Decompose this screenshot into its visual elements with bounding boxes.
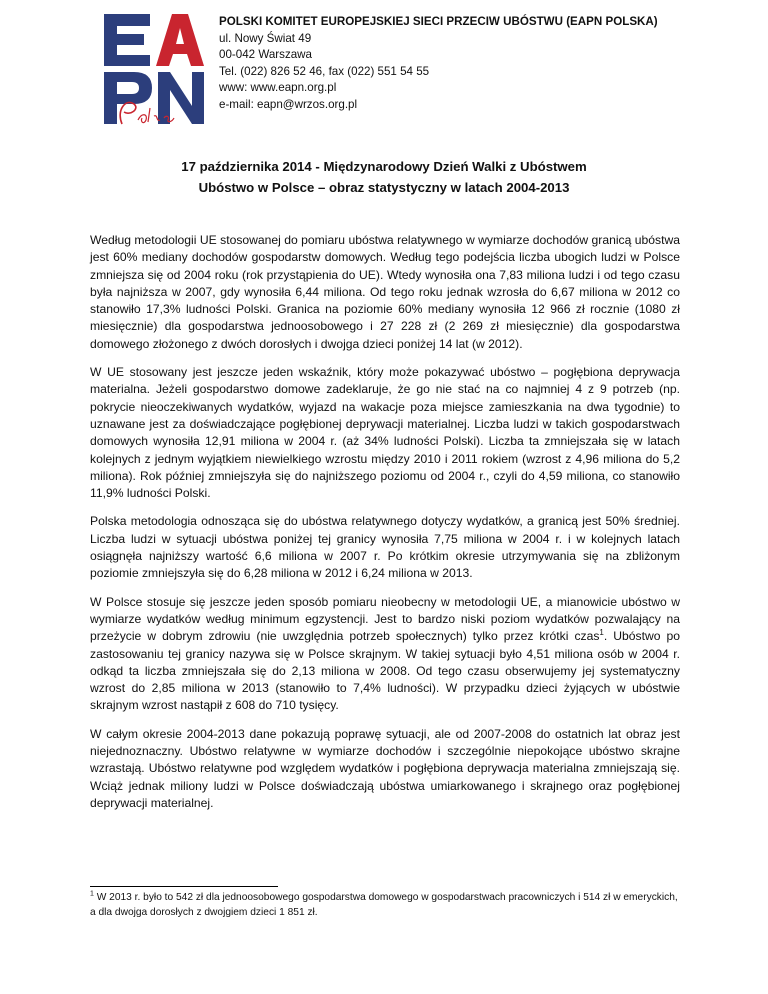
title-line-1: 17 października 2014 - Międzynarodowy Dzień Walki z Ubóstwem (181, 159, 587, 174)
organization-name: POLSKI KOMITET EUROPEJSKIEJ SIECI PRZECIW UBÓSTWU (EAPN POLSKA) (219, 15, 658, 28)
phone-fax: Tel. (022) 826 52 46, fax (022) 551 54 55 (219, 64, 430, 78)
title-line-2: Ubóstwo w Polsce – obraz statystyczny w latach 2004-2013 (198, 180, 570, 195)
footnote-reference[interactable]: 1 (599, 628, 604, 638)
document-body (90, 232, 680, 823)
document-title (80, 156, 688, 198)
footnote (90, 891, 680, 920)
footnote-text: W 2013 r. było to 542 zł dla jednoosobowego gospodarstwa domowego w gospodarstwach pracowniczych i 514 zł w emeryckich, a dla dwojga dorosłych z dwojgiem dzieci 1 851 zł. (90, 892, 678, 918)
footnote-marker: 1 (90, 890, 94, 898)
email[interactable]: e-mail: eapn@wrzos.org.pl (219, 97, 358, 111)
organization-info (219, 14, 658, 113)
paragraph-2: W UE stosowany jest jeszcze jeden wskaźnik, który może pokazywać ubóstwo – pogłębiona deprywacja materialna. Jeżeli gospodarstwo domowe zadeklaruje, że go nie stać na co najmniej 4 z 9 potrzeb (np. pokrycie nieoczekiwanych wydatków, wyjazd na wakacje poza miejsce zamieszkania na dwa tygodnie) to uznawane jest za doświadczające pogłębionej deprywacji materialnej. Liczba ludzi w takich gospodarstwach domowych wynosiła 12,91 miliona w 2004 r. (aż 34% ludności Polski). Liczba ta zmniejszała się w latach kolejnych z jednym wyjątkiem niewielkiego wzrostu między 2010 i 2011 rokiem (wzrost z 4,96 miliona do 5,2 miliona). Rok później zmniejszyła się do najniższego poziomu od 2004 r., czyli do 4,59 miliona, co stanowiło 11,9% ludności Polski. (90, 365, 680, 501)
address-city: 00-042 Warszawa (219, 48, 313, 61)
eapn-logo (104, 12, 208, 128)
paragraph-4 (90, 594, 680, 715)
address-street: ul. Nowy Świat 49 (219, 31, 312, 45)
paragraph-1: Według metodologii UE stosowanej do pomiaru ubóstwa relatywnego w wymiarze dochodów granicą ubóstwa jest 60% mediany dochodów gospodarstw domowych. Według tego podejścia liczba ubogich ludzi w Polsce zmniejsza się od 2004 roku (rok przystąpienia do UE). Wtedy wynosiła ona 7,83 miliona ludzi i od tego czasu była najniższa w 2007, gdy wynosiła 6,44 miliona. Od tego roku jednak wzrosła do 6,67 miliona w 2012 co stanowiło 17,3% ludności Polski. Granica na poziomie 60% mediany wynosiła 12 966 zł rocznie (1080 zł miesięcznie) dla gospodarstwa jednoosobowego i 27 228 zł (2 269 zł miesięcznie) dla gospodarstwa domowego złożonego z dwóch dorosłych i dwojga dzieci poniżej 14 lat (w 2012). (90, 233, 680, 351)
paragraph-4-part-a: W Polsce stosuje się jeszcze jeden sposób pomiaru nieobecny w metodologii UE, a mianowicie ubóstwo w wymiarze wydatków według minimum egzystencji. Jest to bardzo niski poziom wydatków pozwalający na przeżycie w dobrym zdrowiu (nie uwzględnia potrzeb społecznych) tylko przez krótki czas (90, 594, 680, 644)
website[interactable]: www: www.eapn.org.pl (219, 81, 337, 94)
paragraph-4-part-b: . Ubóstwo po zastosowaniu tej granicy nazywa się w Polsce skrajnym. W takiej sytuacji było 4,51 miliona osób w 2004 r. odkąd ta liczba zmniejszała się do 2,13 miliona w 2008. Od tego czasu obserwujemy jej systematyczny wzrost do 2,85 miliona w 2013 (stanowiło to 7,4% ludności). W przypadku dzieci żyjących w ubóstwie skrajnym wzrost nastąpił z 608 do 710 tysięcy. (90, 629, 681, 713)
footnote-divider (90, 886, 278, 887)
paragraph-5: W całym okresie 2004-2013 dane pokazują poprawę sytuacji, ale od 2007-2008 do ostatnich lat obraz jest niejednoznaczny. Ubóstwo relatywne w wymiarze dochodów i szczególnie niepokojące ubóstwo skrajne wzrastają. Ubóstwo relatywne pod względem wydatków i pogłębiona deprywacja materialna zmniejszają się. Wciąż jednak miliony ludzi w Polsce doświadczają ubóstwa umiarkowanego i skrajnego oraz pogłębionej deprywacji materialnej. (90, 726, 680, 810)
paragraph-3: Polska metodologia odnosząca się do ubóstwa relatywnego dotyczy wydatków, a granicą jest 50% średniej. Liczba ludzi w sytuacji ubóstwa poniżej tej granicy wynosiła 7,75 miliona w 2004 r. i w kolejnych latach osiągnęła najniższy wartość 6,6 miliona w 2007 r. Po krótkim okresie utrzymywania się na zbliżonym poziomie zmniejszyła się do 6,28 miliona w 2012 i 6,24 miliona w 2013. (90, 514, 680, 581)
